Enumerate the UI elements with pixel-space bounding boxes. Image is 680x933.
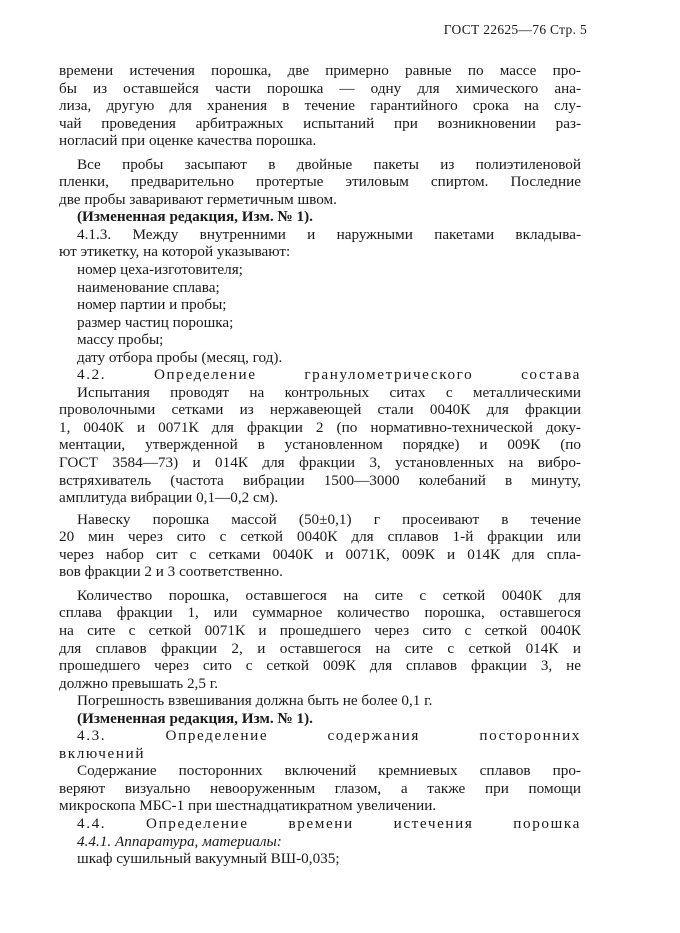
text-line: Количество порошка, оставшегося на сите с сеткой 0040К для bbox=[77, 586, 581, 604]
section-4-1-3: 4.1.3. Между внутренними и наружными пакетами вкладыва- bbox=[77, 225, 581, 243]
text-line: ментации, утвержденной в установленном порядке) и 009К (по bbox=[59, 436, 581, 454]
text-line: 1, 0040К и 0071К для фракции 2 (по нормативно-технической доку- bbox=[59, 418, 581, 436]
text-line: должно превышать 2,5 г. bbox=[59, 674, 219, 692]
list-item: шкаф сушильный вакуумный ВШ-0,035; bbox=[77, 850, 340, 868]
list-item: размер частиц порошка; bbox=[77, 313, 234, 331]
text-line: микроскопа МБС-1 при шестнадцатикратном увеличении. bbox=[59, 797, 437, 815]
text-line: ют этикетку, на которой указывают: bbox=[59, 243, 291, 261]
page-header: ГОСТ 22625—76 Стр. 5 bbox=[443, 22, 587, 37]
text-line: Погрешность взвешивания должна быть не более 0,1 г. bbox=[77, 692, 433, 710]
text-line: Все пробы засыпают в двойные пакеты из полиэтиленовой bbox=[77, 155, 581, 173]
text-line: Содержание посторонних включений кремниевых сплавов про- bbox=[77, 762, 581, 780]
text-line: лиза, другую для хранения в течение гарантийного срока на слу- bbox=[59, 97, 581, 115]
list-item: массу пробы; bbox=[77, 331, 164, 349]
text-line: прошедшего через сито с сеткой 009К для сплавов фракции 3, не bbox=[59, 657, 581, 675]
text-line: амплитуда вибрации 0,1—0,2 см). bbox=[59, 489, 279, 507]
text-line: на сите с сеткой 0071К и прошедшего через сито с сеткой 0040К bbox=[59, 621, 581, 639]
text-line: через набор сит с сетками 0040К и 0071К, 009К и 014К для спла- bbox=[59, 545, 581, 563]
text-line: 20 мин через сито с сеткой 0040К для сплавов 1-й фракции или bbox=[59, 528, 581, 546]
text-line: встряхиватель (частота вибрации 1500—3000 колебаний в минуту, bbox=[59, 471, 581, 489]
text-line: пленки, предварительно протертые этиловым спиртом. Последние bbox=[59, 173, 581, 191]
text-line: сплава фракции 1, или суммарное количество порошка, оставшегося bbox=[59, 604, 581, 622]
section-heading-4-3: 4.3. Определение содержания посторонних bbox=[77, 727, 581, 745]
text-line: времени истечения порошка, две примерно равные по массе про- bbox=[59, 62, 581, 79]
text-line: чай проведения арбитражных испытаний при возникновении раз- bbox=[59, 114, 581, 132]
text-line: две пробы заваривают герметичным швом. bbox=[59, 190, 337, 208]
list-item: номер партии и пробы; bbox=[77, 296, 227, 314]
amendment-note: (Измененная редакция, Изм. № 1). bbox=[77, 709, 313, 727]
text-line: для сплавов фракции 2, и оставшегося на сите с сеткой 014К и bbox=[59, 639, 581, 657]
section-heading-4-3-cont: включений bbox=[59, 744, 146, 762]
text-line: ногласий при оценке качества порошка. bbox=[59, 132, 317, 150]
text-line: Испытания проводят на контрольных ситах с металлическими bbox=[77, 383, 581, 401]
amendment-note: (Измененная редакция, Изм. № 1). bbox=[77, 208, 313, 226]
text-line: ГОСТ 3584—73) и 014К для фракции 3, установленных на вибро- bbox=[59, 454, 581, 472]
document-body bbox=[59, 62, 581, 868]
list-item: наименование сплава; bbox=[77, 278, 220, 296]
subsection-4-4-1: 4.4.1. Аппаратура, материалы: bbox=[77, 832, 282, 850]
list-item: дату отбора пробы (месяц, год). bbox=[77, 348, 283, 366]
text-line: веряют визуально невооруженным глазом, а также при помощи bbox=[59, 779, 581, 797]
text-line: проволочными сетками из нержавеющей стали 0040К для фракции bbox=[59, 401, 581, 419]
section-heading-4-2: 4.2. Определение гранулометрического состава bbox=[77, 366, 581, 384]
section-heading-4-4: 4.4. Определение времени истечения порошка bbox=[77, 814, 581, 832]
text-line: вов фракции 2 и 3 соответственно. bbox=[59, 563, 283, 581]
text-line: бы из оставшейся части порошка — одну для химического ана- bbox=[59, 79, 581, 97]
list-item: номер цеха-изготовителя; bbox=[77, 261, 243, 279]
text-line: Навеску порошка массой (50±0,1) г просеивают в течение bbox=[77, 510, 581, 528]
